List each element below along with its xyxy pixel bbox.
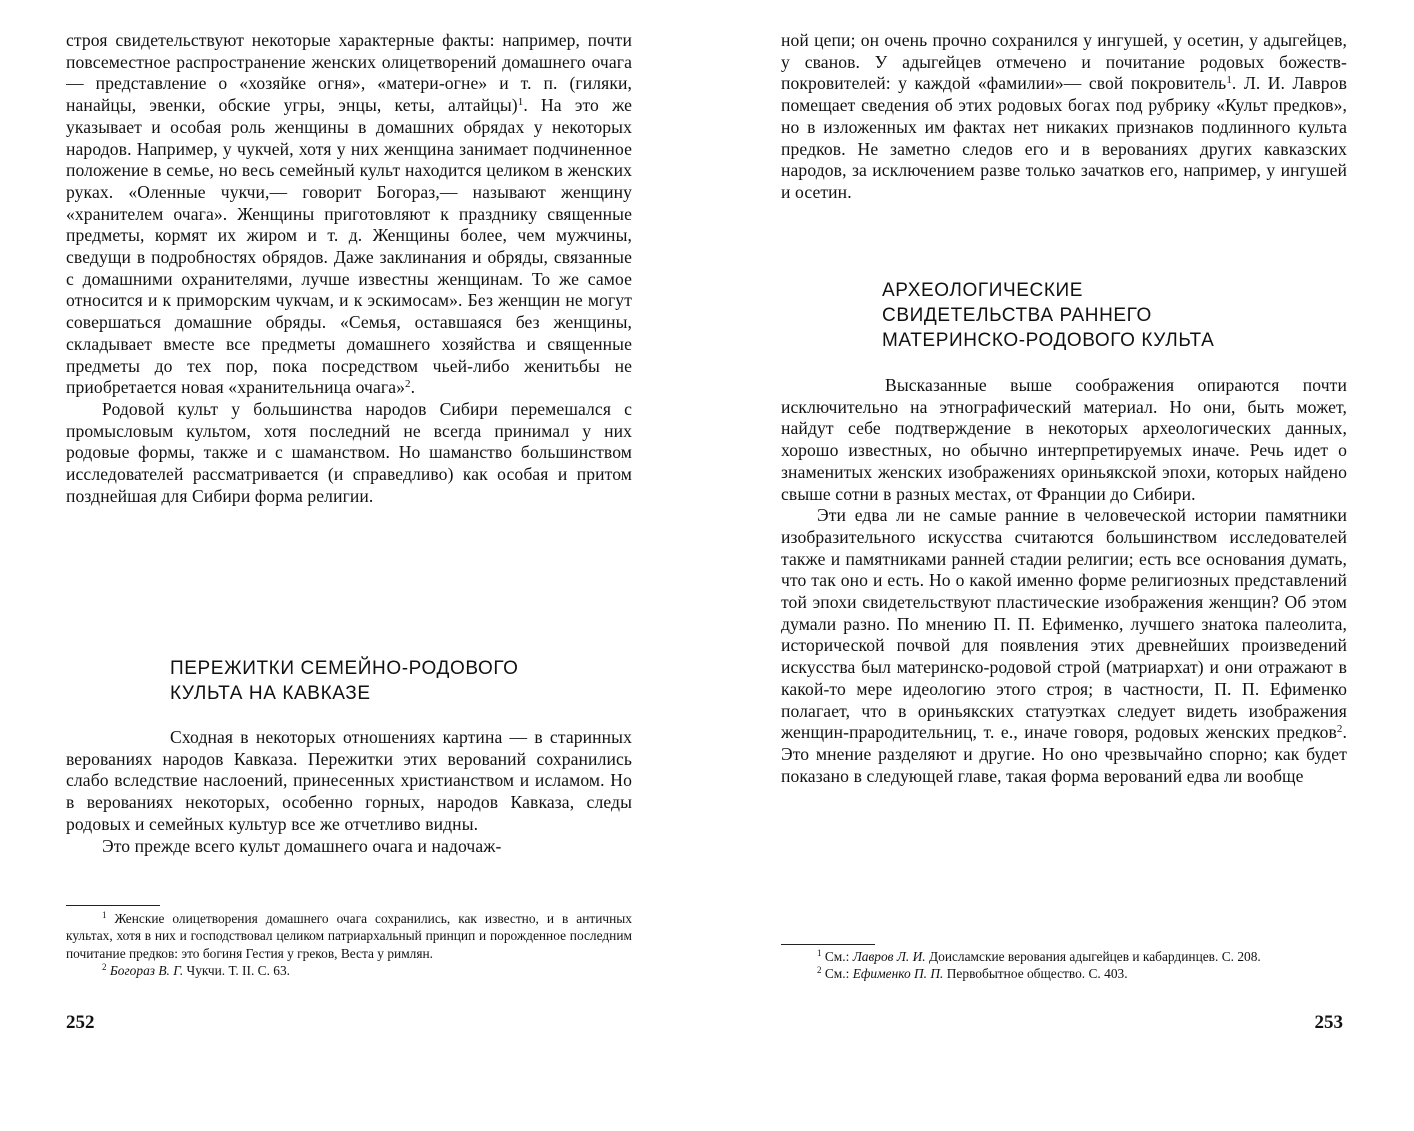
footnote-mark: 1 [817,948,822,958]
footnote-divider [66,905,160,906]
paragraph-text: ной цепи; он очень прочно сохранился у ингушей, у осетин, у адыгейцев, у сванов. У адыгейцев отмечено и почитание родовых божеств-покровителей: у каждой «фамилии»— свой покровитель [781,30,1347,94]
footnotes [781,948,1347,983]
footnote-text: Доисламские верования адыгейцев и кабардинцев. С. 208. [928,949,1261,964]
footnote-mark: 2 [102,961,107,972]
footnote-ref[interactable]: 2 [405,378,411,391]
paragraph: Это прежде всего культ домашнего очага и надочаж- [102,835,502,856]
footnote-prefix: См.: [824,949,850,964]
right-page [781,30,1347,1110]
paragraph-text: . На это же указывает и особая роль женщины в домашних обрядах у некоторых народов. Например, у чукчей, хотя у них женщина занимает подчиненное положение в семье, но весь семейный культ находится целиком в женских руках. «Оленные чукчи,— говорит Богораз,— называют женщину «хранителем очага». Женщины приготовляют к празднику священные предметы, кормят их жиром и т. д. Женщины более, чем мужчины, сведущи в подробностях обрядов. Даже заклинания и обряды, связанные с домашними охранителями, лучше известны женщинам. То же самое относится и к приморским чукчам, и к эскимосам». Без женщин не могут совершаться домашние обряды. «Семья, оставшаяся без женщины, складывает вместе все предметы домашнего хозяйства и священные предметы до тех пор, пока посредством чьей-либо женитьбы не приобретается новая «хранительница очага» [66,95,632,398]
paragraph-text: . Л. И. Лавров помещает сведения об этих родовых богах под рубрику «Культ предков», но в изложенных им фактах нет никаких признаков подлинного культа предков. Не заметно следов его и в верованиях других кавказских народов, за исключением разве только зачатков его, например, у ингушей и осетин. [781,73,1347,202]
left-text-block-bottom [66,727,632,857]
footnotes [66,910,632,979]
footnote-divider [781,944,875,945]
footnote-text: Первобытное общество. С. 403. [946,966,1128,982]
footnote-mark: 2 [817,965,822,976]
footnote-text: Женские олицетворения домашнего очага сохранились, как известно, и в античных культах, хотя в них и господствовал целиком патриархальный принцип и порожденное последним почитание предков: это богиня Гестия у греков, Веста у римлян. [66,911,632,961]
footnote-author: Ефименко П. П. [852,966,944,982]
page-number: 252 [66,1012,95,1033]
paragraph [781,505,1347,787]
footnote-ref[interactable]: 1 [517,96,524,109]
paragraph-text: строя свидетельствуют некоторые характерные факты: например, почти повсеместное распространение женских олицетворений домашнего очага — представление о «хозяйке огня», «матери-огне» и т. п. (гиляки, нанайцы, эвенки, обские угры, энцы, кеты, алтайцы) [66,30,632,116]
footnote-ref[interactable]: 2 [1336,723,1343,736]
paragraph: Родовой культ у большинства народов Сибири перемешался с промысловым культом, хотя последний не всегда принимал у них родовые формы, также и с шаманством. Но шаманство большинством исследователей рассматривается (и справедливо) как особая и притом позднейшая для Сибири форма религии. [66,398,632,506]
paragraph: Сходная в некоторых отношениях картина — в старинных верованиях народов Кавказа. Пережитки этих верований сохранились слабо вследствие наслоений, принесенных христианством и исламом. Но в верованиях некоторых, особенно горных, народов Кавказа, следы родовых и семейных культур все же отчетливо видны. [66,727,632,834]
right-text-block-bottom [781,375,1347,787]
footnote-mark: 1 [102,910,107,920]
page-number: 253 [1314,1012,1343,1033]
footnote-author: Богораз В. Г. [109,962,184,978]
footnote [66,962,632,979]
heading-line: КУЛЬТА НА КАВКАЗЕ [170,683,371,704]
heading-line: МАТЕРИНСКО-РОДОВОГО КУЛЬТА [882,330,1215,351]
left-text-block-top [66,30,632,507]
paragraph [781,30,1347,204]
section-heading [882,278,1214,353]
paragraph-text: . Это мнение разделяют и другие. Но оно чрезвычайно спорно; как будет показано в следующей главе, такая форма верований едва ли вообще [781,722,1347,786]
footnote [781,948,1347,965]
footnote-text: Чукчи. Т. II. С. 63. [186,962,291,978]
heading-line: ПЕРЕЖИТКИ СЕМЕЙНО-РОДОВОГО [170,658,519,679]
footnote [66,910,632,962]
section-heading [170,656,519,706]
paragraph-text: Эти едва ли не самые ранние в человеческой истории памятники изобразительного искусства считаются большинством исследователей также и памятниками ранней стадии религии; есть все основания думать, что так оно и есть. Но о какой именно форме религиозных представлений той эпохи свидетельствуют пластические изображения женщин? Об этом думали разно. По мнению П. П. Ефименко, лучшего знатока палеолита, исторической почвой для появления этих древнейших произведений искусства был материнско-родовой строй (матриархат) и они отражают в какой-то мере идеологию этого строя; в частности, П. П. Ефименко полагает, что в ориньякских статуэтках следует видеть изображения женщин-прародительниц, т. е., иначе говоря, родовых женских предков [781,505,1347,743]
footnote-prefix: См.: [824,966,850,982]
right-text-block-top [781,30,1347,204]
footnote-author: Лавров Л. И. [852,949,926,964]
paragraph [66,30,632,399]
left-page [66,30,632,1110]
footnote-ref[interactable]: 1 [1226,74,1232,87]
paragraph: Высказанные выше соображения опираются почти исключительно на этнографический материал. Но они, быть может, найдут себе подтверждение в некоторых археологических данных, хорошо известных, но обычно интерпретируемых иначе. Речь идет о знаменитых женских изображениях ориньякской эпохи, которых найдено свыше сотни в разных местах, от Франции до Сибири. [781,375,1347,504]
heading-line: АРХЕОЛОГИЧЕСКИЕ [882,280,1084,301]
paragraph-text: . [410,377,416,398]
footnote [781,965,1347,982]
heading-line: СВИДЕТЕЛЬСТВА РАННЕГО [882,305,1152,326]
